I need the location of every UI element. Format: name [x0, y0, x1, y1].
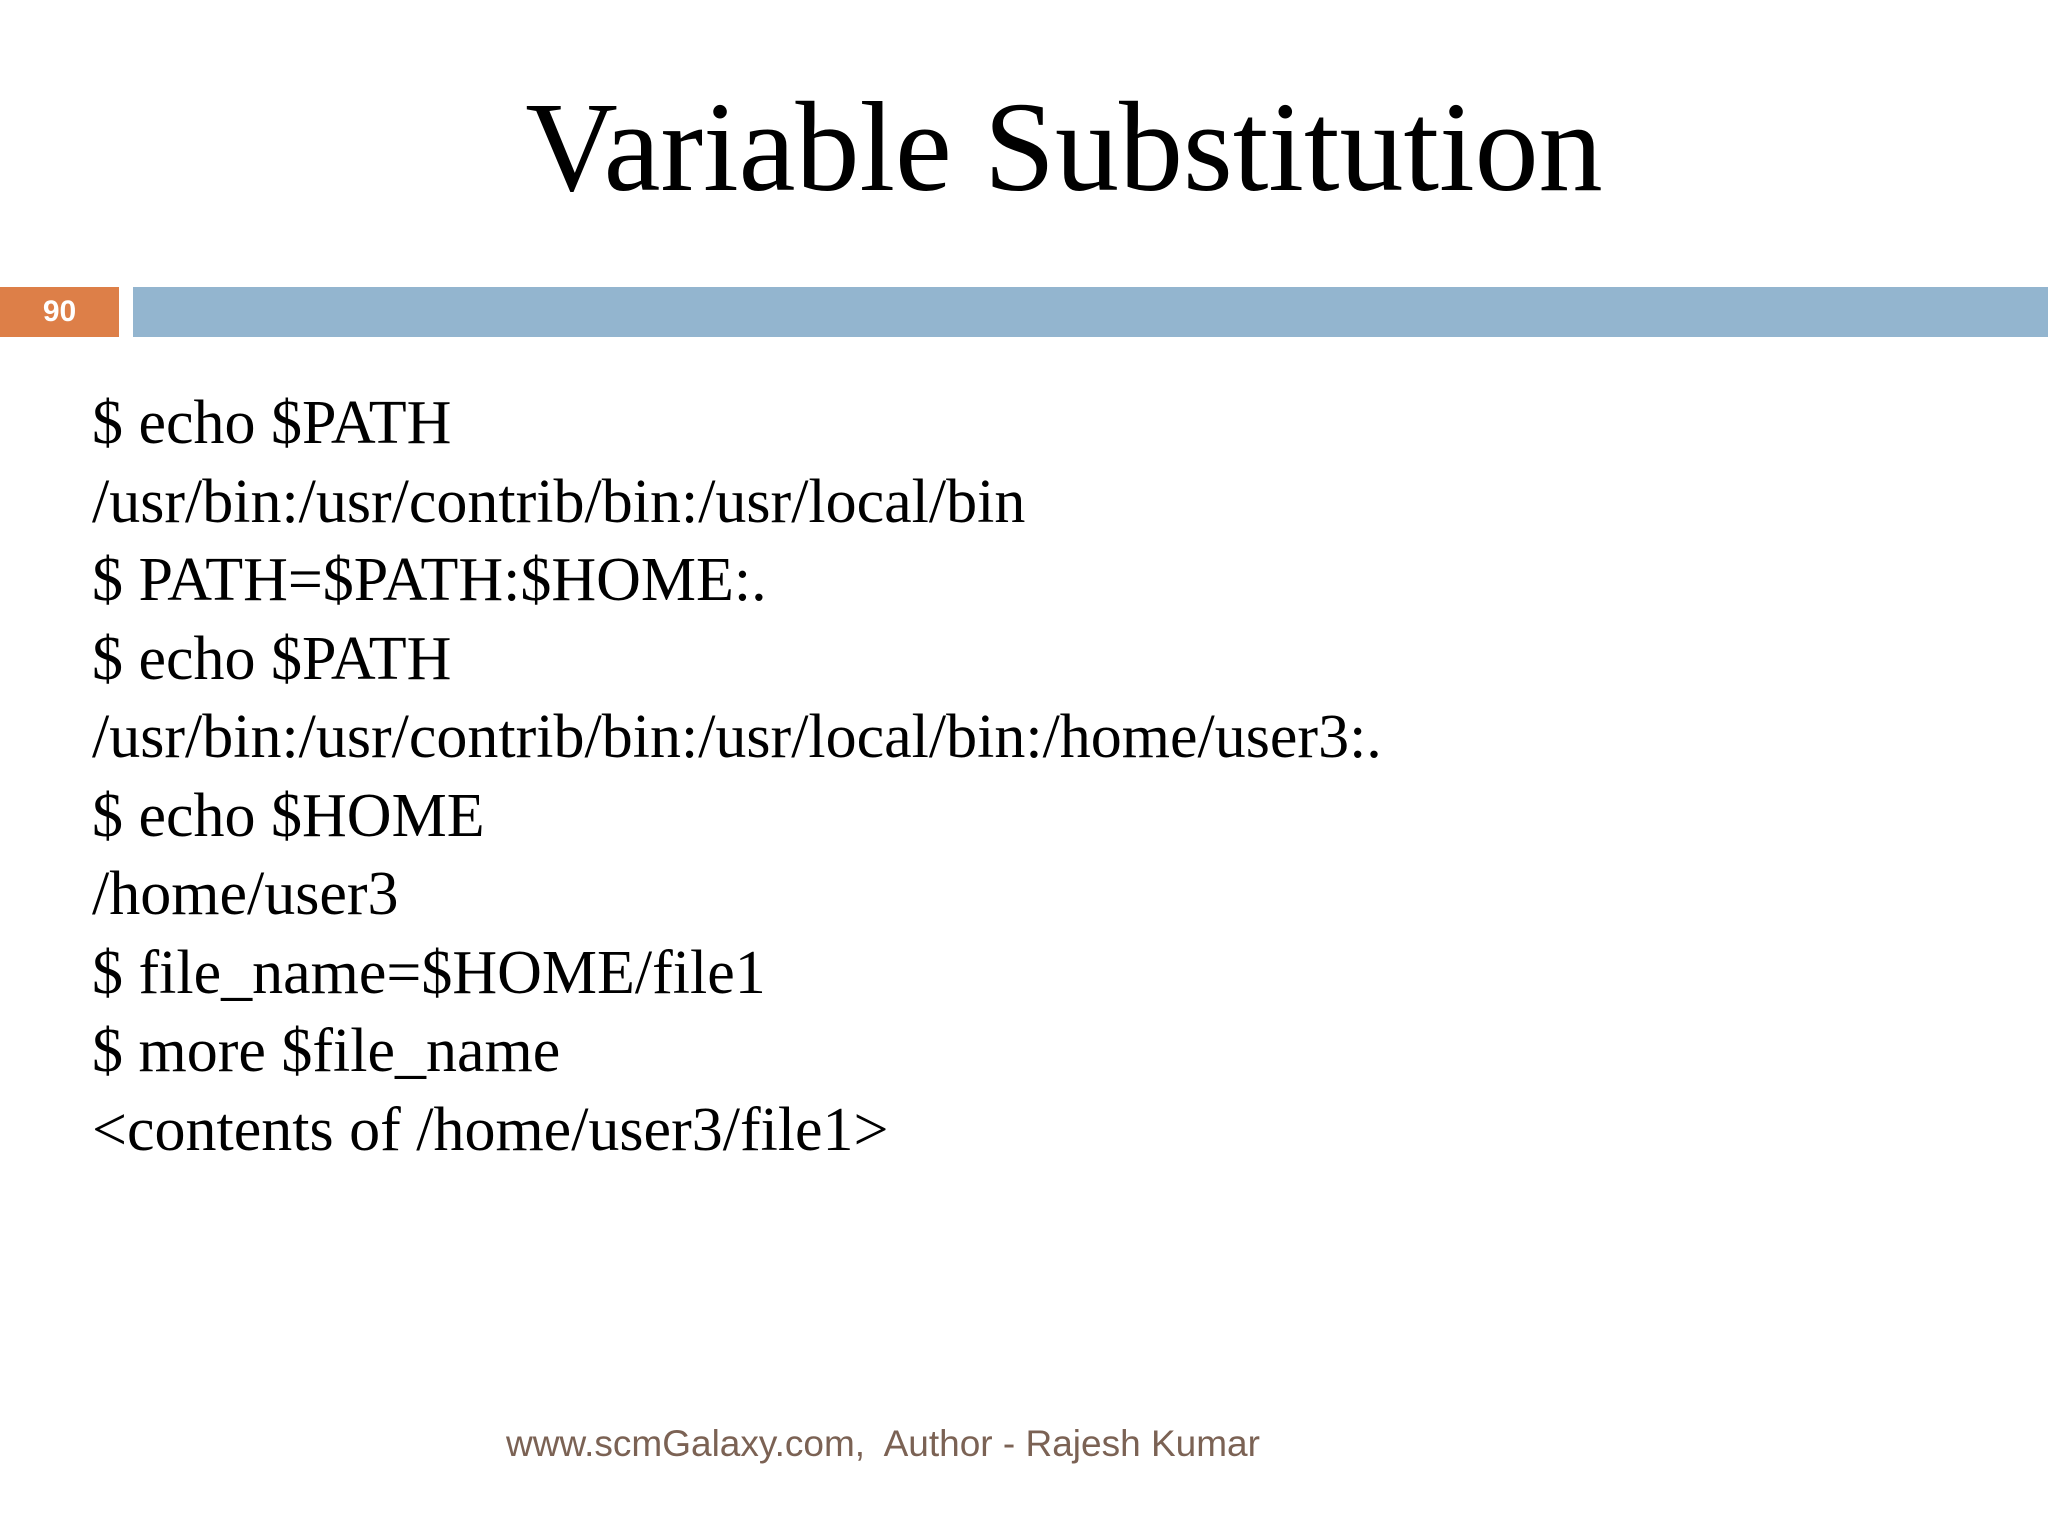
- slide-title: Variable Substitution: [525, 76, 1603, 218]
- output-line: /usr/bin:/usr/contrib/bin:/usr/local/bin:/home/user3:.: [92, 703, 1382, 771]
- footer-credit: www.scmGalaxy.com, Author - Rajesh Kumar: [506, 1423, 1260, 1464]
- output-line: <contents of /home/user3/file1>: [92, 1095, 889, 1164]
- command-line: $ echo $HOME: [92, 781, 485, 850]
- command-line: $ more $file_name: [92, 1017, 561, 1085]
- slide-body: [92, 384, 1992, 1169]
- command-line: $ PATH=$PATH:$HOME:.: [92, 546, 767, 614]
- accent-bar: [133, 287, 2048, 337]
- command-line: $ echo $PATH: [92, 389, 452, 457]
- slide-number-badge: 90: [0, 287, 119, 337]
- command-line: $ echo $PATH: [92, 624, 452, 693]
- output-line: /home/user3: [92, 860, 399, 928]
- command-line: $ file_name=$HOME/file1: [92, 938, 766, 1007]
- output-line: /usr/bin:/usr/contrib/bin:/usr/local/bin: [92, 467, 1026, 536]
